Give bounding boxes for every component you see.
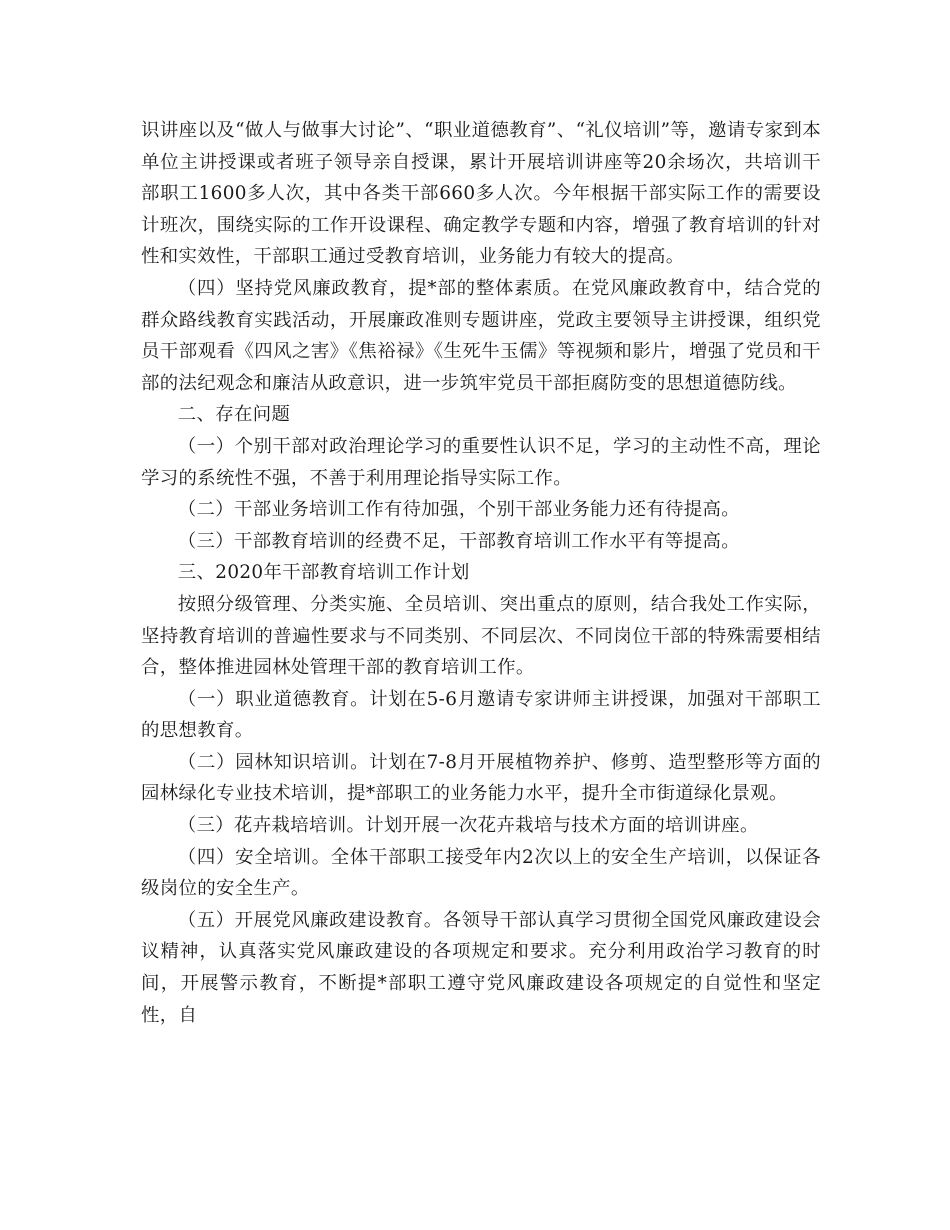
document-body: [141, 115, 821, 1031]
paragraph-plan-integrity: （五）开展党风廉政建设教育。各领导干部认真学习贯彻全国党风廉政建设会议精神，认真落实党风廉政建设的各项规定和要求。充分利用政治学习教育的时间，开展警示教育，不断提*部职工遵守党风廉政建设各项规定的自觉性和坚定性，自: [141, 909, 821, 1026]
paragraph-plan-safety: （四）安全培训。全体干部职工接受年内2次以上的安全生产培训，以保证各级岗位的安全生产。: [141, 846, 821, 900]
paragraph-problem-1: （一）个别干部对政治理论学习的重要性认识不足，学习的主动性不高，理论学习的系统性不强，不善于利用理论指导实际工作。: [141, 435, 821, 489]
section-heading-plan: 三、2020年干部教育培训工作计划: [177, 562, 470, 584]
paragraph-plan-ethics: （一）职业道德教育。计划在5-6月邀请专家讲师主讲授课，加强对干部职工的思想教育。: [141, 688, 821, 742]
paragraph-problem-3: （三）干部教育培训的经费不足，干部教育培训工作水平有等提高。: [177, 530, 741, 552]
paragraph-integrity-education: （四）坚持党风廉政教育，提*部的整体素质。在党风廉政教育中，结合党的群众路线教育实践活动，开展廉政准则专题讲座，党政主要领导主讲授课，组织党员干部观看《四风之害》《焦裕禄》《生死牛玉儒》等视频和影片，增强了党员和干部的法纪观念和廉洁从政意识，进一步筑牢党员干部拒腐防变的思想道德防线。: [141, 277, 821, 394]
section-heading-problems: 二、存在问题: [177, 404, 291, 426]
paragraph-problem-2: （二）干部业务培训工作有待加强，个别干部业务能力还有待提高。: [177, 499, 741, 521]
paragraph-plan-overview: 按照分级管理、分类实施、全员培训、突出重点的原则，结合我处工作实际，坚持教育培训的普遍性要求与不同类别、不同层次、不同岗位干部的特殊需要相结合，整体推进园林处管理干部的教育培训工作。: [141, 593, 821, 679]
paragraph-plan-flowers: （三）花卉栽培培训。计划开展一次花卉栽培与技术方面的培训讲座。: [177, 815, 759, 837]
paragraph-plan-landscape: （二）园林知识培训。计划在7-8月开展植物养护、修剪、造型整形等方面的园林绿化专业技术培训，提*部职工的业务能力水平，提升全市街道绿化景观。: [141, 751, 821, 805]
paragraph-training-summary: 识讲座以及“做人与做事大讨论”、“职业道德教育”、“礼仪培训”等，邀请专家到本单位主讲授课或者班子领导亲自授课，累计开展培训讲座等20余场次，共培训干部职工1600多人次，其中各类干部660多人次。今年根据干部实际工作的需要设计班次，围绕实际的工作开设课程、确定教学专题和内容，增强了教育培训的针对性和实效性，干部职工通过受教育培训，业务能力有较大的提高。: [141, 120, 821, 268]
